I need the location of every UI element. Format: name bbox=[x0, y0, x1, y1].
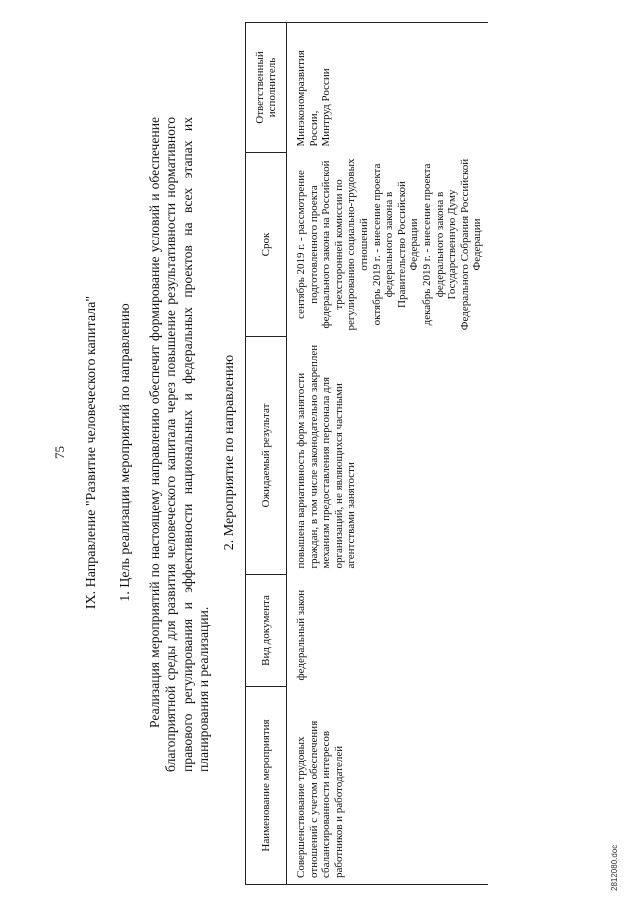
measure-name: Совершенствование трудовых отношений с учетом обеспечения сбалансированности интересов работников и работодателей bbox=[287, 687, 488, 885]
page-number: 75 bbox=[52, 446, 67, 459]
measure-responsible bbox=[287, 23, 488, 153]
measure-document-type: федеральный закон bbox=[295, 589, 307, 681]
deadline-item: октябрь 2019 г. - внесение проекта федерального закона в Правительство Российской Федерации bbox=[370, 163, 421, 326]
responsible-item: Минэкономразвития России, bbox=[295, 50, 320, 147]
measures-table bbox=[245, 22, 488, 885]
column-header-responsible: Ответственный исполнитель bbox=[246, 23, 287, 153]
goal-text: Реализация мероприятий по настоящему направлению обеспечит формирование условий и обеспечение благоприятной среды для развития человеческого капитала через повышение результативности нормативного правового регулирования и эффективности национальных и федеральных проектов на всех этапах их планирования и реализации. bbox=[147, 117, 211, 772]
deadline-item: сентябрь 2019 г. - рассмотрение подготовленного проекта федерального закона на Российской трехсторонней комиссии по регулированию социально-трудовых отношений bbox=[295, 158, 370, 331]
table-header-row bbox=[246, 23, 287, 885]
table-row bbox=[287, 23, 488, 885]
deadline-item: декабрь 2019 г. - внесение проекта федерального закона в Государственную Думу Федерального Собрания Российской Федерации bbox=[420, 158, 484, 331]
column-header-expected-result: Ожидаемый результат bbox=[246, 337, 287, 575]
responsible-item: Минтруд России bbox=[320, 68, 333, 147]
goal-paragraph bbox=[147, 117, 212, 772]
file-footer: 2812080.doc bbox=[610, 844, 619, 891]
measure-deadlines bbox=[287, 153, 488, 337]
measures-heading: 2. Мероприятие по направлению bbox=[222, 354, 237, 551]
column-header-deadline: Срок bbox=[246, 153, 287, 337]
column-header-name: Наименование мероприятия bbox=[246, 687, 287, 885]
column-header-document-type: Вид документа bbox=[246, 575, 287, 687]
measure-expected-result: повышена вариативность форм занятости граждан, в том числе законодательно закреплен механизм предоставления персонала для организаций, не являющихся частными агентствами занятости bbox=[295, 344, 358, 569]
goal-heading: 1. Цель реализации мероприятий по направлению bbox=[118, 303, 133, 602]
section-heading: IX. Направление "Развитие человеческого капитала" bbox=[84, 295, 99, 610]
